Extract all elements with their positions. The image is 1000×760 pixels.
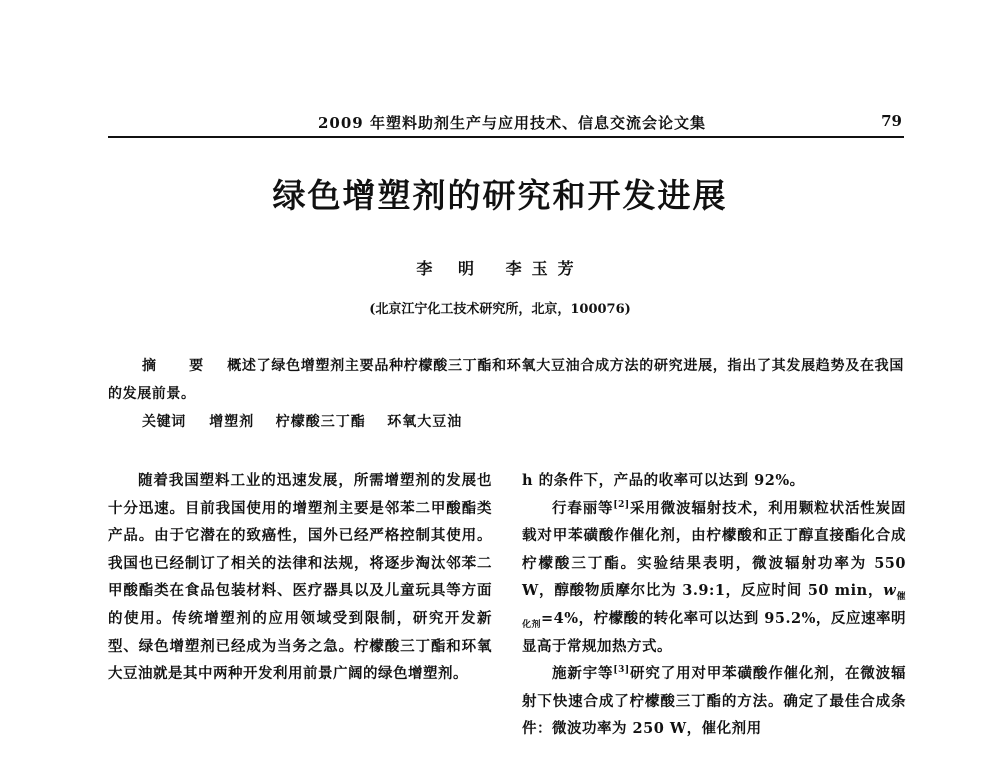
authors (0, 256, 1000, 279)
author-1: 李 明 (416, 259, 484, 278)
citation-author: 施新宇等 (552, 665, 614, 683)
author-2: 李玉芳 (505, 259, 584, 278)
paragraph-xing (522, 495, 906, 661)
body-column-right (522, 467, 906, 743)
paper-title: 绿色增塑剂的研究和开发进展 (272, 176, 728, 215)
keyword: 环氧大豆油 (387, 414, 463, 430)
paragraph-text: 采用微波辐射技术，利用颗粒状活性炭固载对甲苯磺酸作催化剂，由柠檬酸和正丁醇直接酯化合成柠檬酸三丁酯。实验结果表明，微波辐射功率为 550 W，醇酸物质摩尔比为 3.9:1，反应时间 50 min， (522, 499, 907, 600)
proceedings-title: 2009 年塑料助剂生产与应用技术、信息交流会论文集 (318, 114, 706, 132)
citation-author: 行春丽等 (552, 499, 614, 517)
affiliation: (北京江宁化工技术研究所，北京，100076) (369, 302, 631, 317)
keywords-line (108, 408, 904, 436)
math-symbol: w (883, 582, 897, 600)
keywords-label: 关键词 (142, 414, 186, 430)
paragraph-text: 研究了用对甲苯磺酸作催化剂，在微波辐射下快速合成了柠檬酸三丁酯的方法。确定了最佳合成条件：微波功率为 250 W，催化剂用 (522, 665, 907, 738)
continued-paragraph: h 的条件下，产品的收率可以达到 92%。 (522, 472, 805, 489)
citation-ref: [3] (613, 665, 630, 676)
abstract-block (108, 352, 904, 436)
abstract-text: 概述了绿色增塑剂主要品种柠檬酸三丁酯和环氧大豆油合成方法的研究进展，指出了其发展趋势及在我国的发展前景。 (108, 358, 904, 402)
keyword: 柠檬酸三丁酯 (275, 414, 366, 430)
abstract-label: 摘 要 (142, 358, 218, 374)
body-column-left (108, 467, 492, 688)
running-header (108, 112, 904, 138)
paragraph-shi (522, 660, 906, 743)
page-number: 79 (881, 112, 902, 130)
paragraph-text: =4%，柠檬酸的转化率可以达到 95.2%，反应速率明显高于常规加热方式。 (522, 609, 906, 655)
math-subscript: 催化剂 (522, 592, 906, 630)
keyword: 增塑剂 (209, 414, 255, 430)
citation-ref: [2] (613, 499, 630, 510)
intro-paragraph: 随着我国塑料工业的迅速发展，所需增塑剂的发展也十分迅速。目前我国使用的增塑剂主要是邻苯二甲酸酯类产品。由于它潜在的致癌性，国外已经严格控制其使用。我国也已经制订了相关的法律和法规，将逐步淘汰邻苯二甲酸酯类在食品包装材料、医疗器具以及儿童玩具等方面的使用。传统增塑剂的应用领域受到限制，研究开发新型、绿色增塑剂已经成为当务之急。柠檬酸三丁酯和环氧大豆油就是其中两种开发利用前景广阔的绿色增塑剂。 (108, 472, 492, 683)
abstract-paragraph (108, 352, 904, 408)
